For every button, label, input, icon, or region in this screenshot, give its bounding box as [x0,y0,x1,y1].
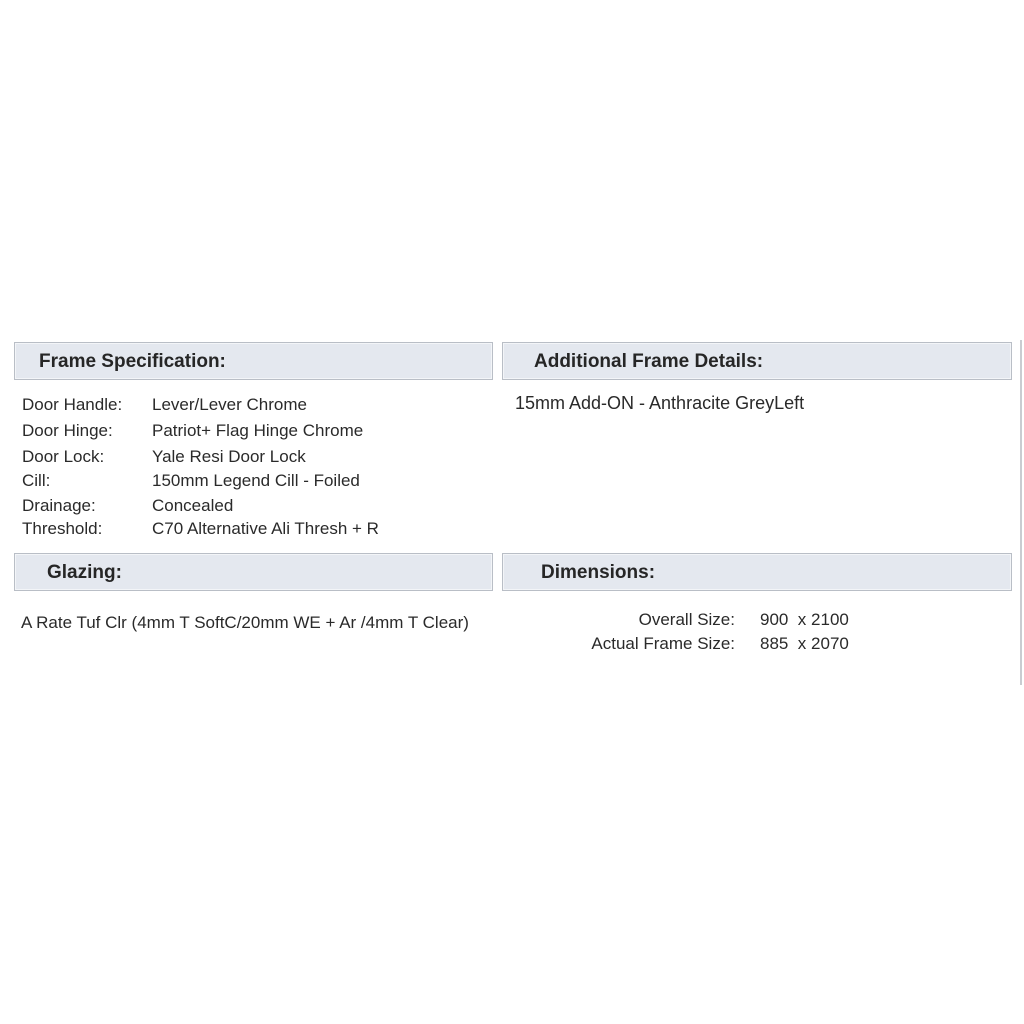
glazing-title: Glazing: [47,562,122,583]
dim-value-actual-frame-size: 885 x 2070 [760,634,849,653]
spec-value-threshold: C70 Alternative Ali Thresh + R [152,519,379,538]
spec-label-cill: Cill: [22,471,51,490]
spec-value-cill: 150mm Legend Cill - Foiled [152,471,360,490]
spec-label-door-handle: Door Handle: [22,395,123,414]
page-edge-divider [1020,340,1022,685]
glazing-text: A Rate Tuf Clr (4mm T SoftC/20mm WE + Ar /4mm T Clear) [21,613,469,632]
dim-value-overall-size: 900 x 2100 [760,610,849,629]
spec-value-door-handle: Lever/Lever Chrome [152,395,307,414]
spec-label-threshold: Threshold: [22,519,103,538]
spec-label-door-hinge: Door Hinge: [22,421,113,440]
additional-details-text: 15mm Add-ON - Anthracite GreyLeft [515,393,805,413]
spec-label-door-lock: Door Lock: [22,447,105,466]
spec-label-drainage: Drainage: [22,496,96,515]
spec-value-drainage: Concealed [152,496,234,515]
spec-value-door-hinge: Patriot+ Flag Hinge Chrome [152,421,364,440]
dim-label-overall-size: Overall Size: [638,610,735,629]
frame-spec-title: Frame Specification: [39,351,226,372]
spec-value-door-lock: Yale Resi Door Lock [152,447,306,466]
dimensions-title: Dimensions: [541,562,656,583]
dim-label-actual-frame-size: Actual Frame Size: [591,634,735,653]
additional-details-title: Additional Frame Details: [534,351,764,372]
